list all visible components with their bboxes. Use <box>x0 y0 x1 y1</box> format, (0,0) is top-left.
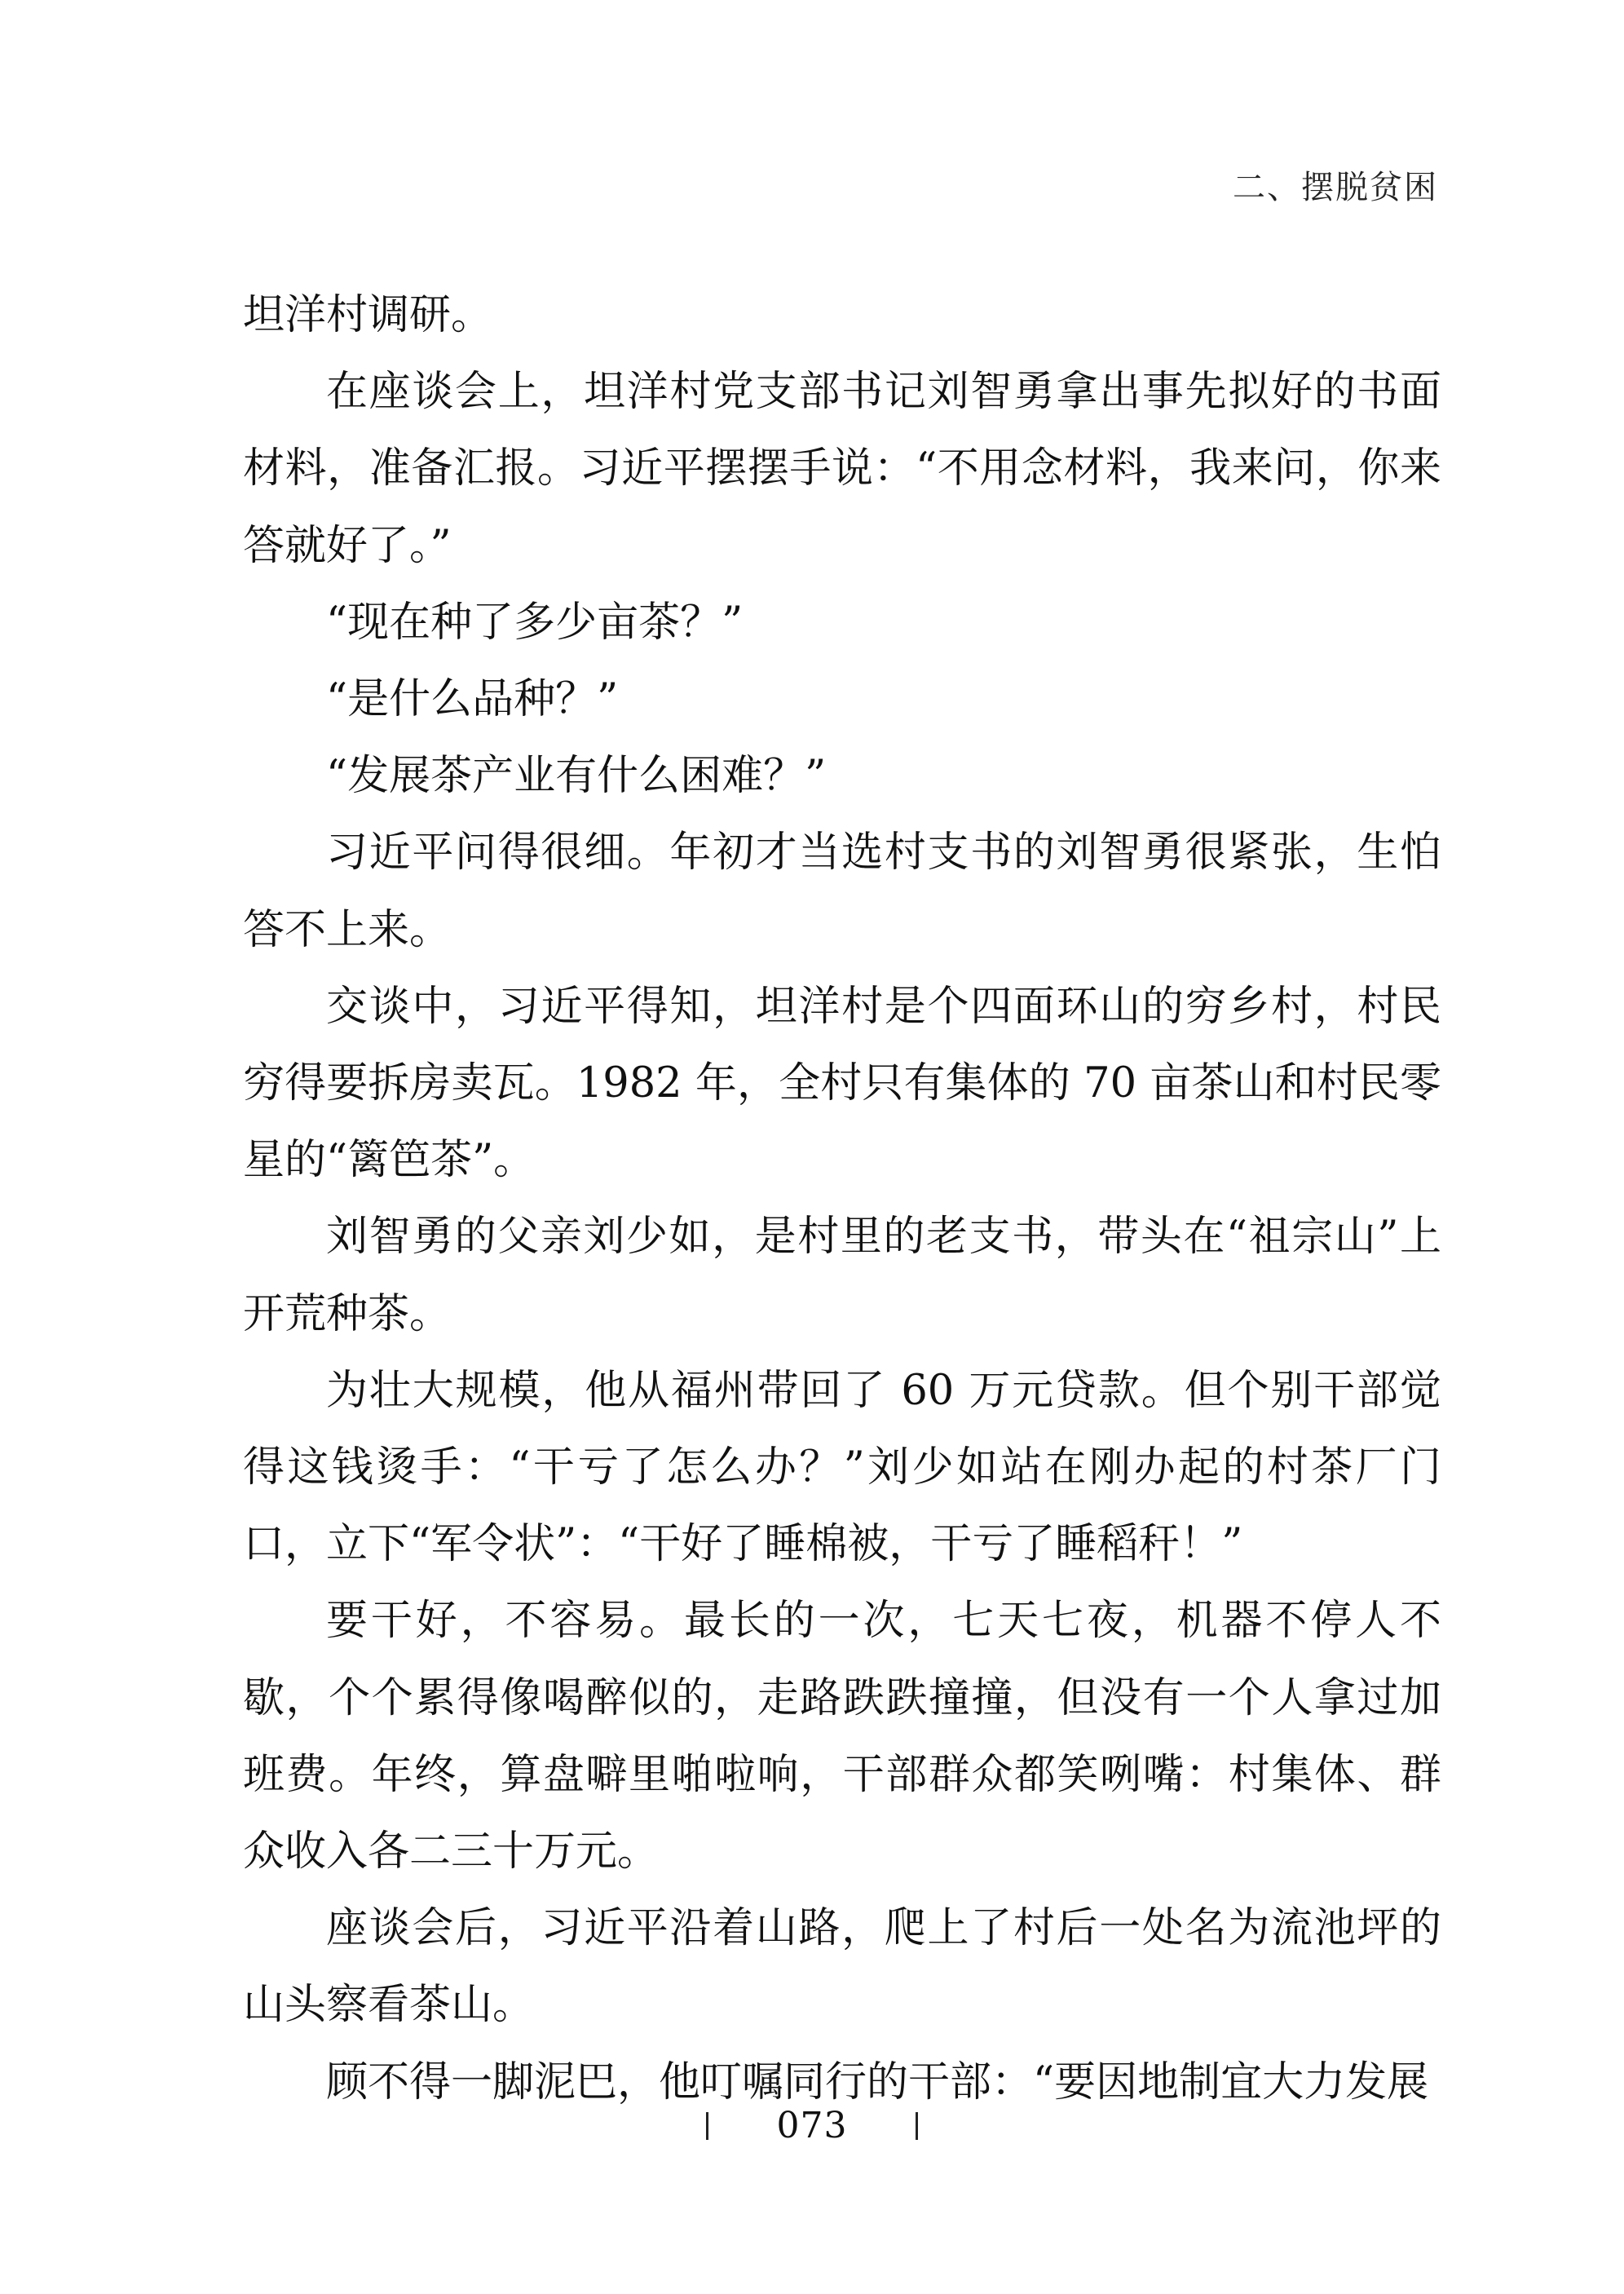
paragraph: 顾不得一脚泥巴，他叮嘱同行的干部：“要因地制宜大力发展 <box>326 2058 1429 2106</box>
paragraph: 座谈会后，习近平沿着山路，爬上了村后一处名为流池坪的山头察看茶山。 <box>243 1904 1441 2030</box>
paragraph: “发展茶产业有什么困难？” <box>326 752 827 801</box>
page-number: 073 <box>776 2105 848 2146</box>
body-text <box>243 277 1441 2121</box>
paragraph: 习近平问得很细。年初才当选村支书的刘智勇很紧张，生怕答不上来。 <box>243 829 1441 954</box>
footer-right-rule <box>916 2112 918 2140</box>
paragraph: “现在种了多少亩茶？” <box>326 598 744 647</box>
paragraph: 为壮大规模，他从福州带回了 60 万元贷款。但个别干部觉得这钱烫手：“干亏了怎么办？”刘少如站在刚办起的村茶厂门口，立下“军令状”：“干好了睡棉被，干亏了睡稻秆！” <box>243 1366 1441 1569</box>
paragraph: 刘智勇的父亲刘少如，是村里的老支书，带头在“祖宗山”上开荒种茶。 <box>243 1213 1441 1338</box>
paragraph: 要干好，不容易。最长的一次，七天七夜，机器不停人不歇，个个累得像喝醉似的，走路跌跌撞撞，但没有一个人拿过加班费。年终，算盘噼里啪啦响，干部群众都笑咧嘴：村集体、群众收入各二三十万元。 <box>243 1597 1441 1876</box>
paragraph: “是什么品种？” <box>326 675 619 724</box>
paragraph: 在座谈会上，坦洋村党支部书记刘智勇拿出事先拟好的书面材料，准备汇报。习近平摆摆手说：“不用念材料，我来问，你来答就好了。” <box>243 368 1441 570</box>
running-header: 二、摆脱贫困 <box>1233 169 1438 206</box>
paragraph: 坦洋村调研。 <box>243 291 493 339</box>
page-footer <box>0 2102 1624 2146</box>
footer-left-rule <box>706 2112 708 2140</box>
paragraph: 交谈中，习近平得知，坦洋村是个四面环山的穷乡村，村民穷得要拆房卖瓦。1982 年，全村只有集体的 70 亩茶山和村民零星的“篱笆茶”。 <box>243 982 1441 1185</box>
